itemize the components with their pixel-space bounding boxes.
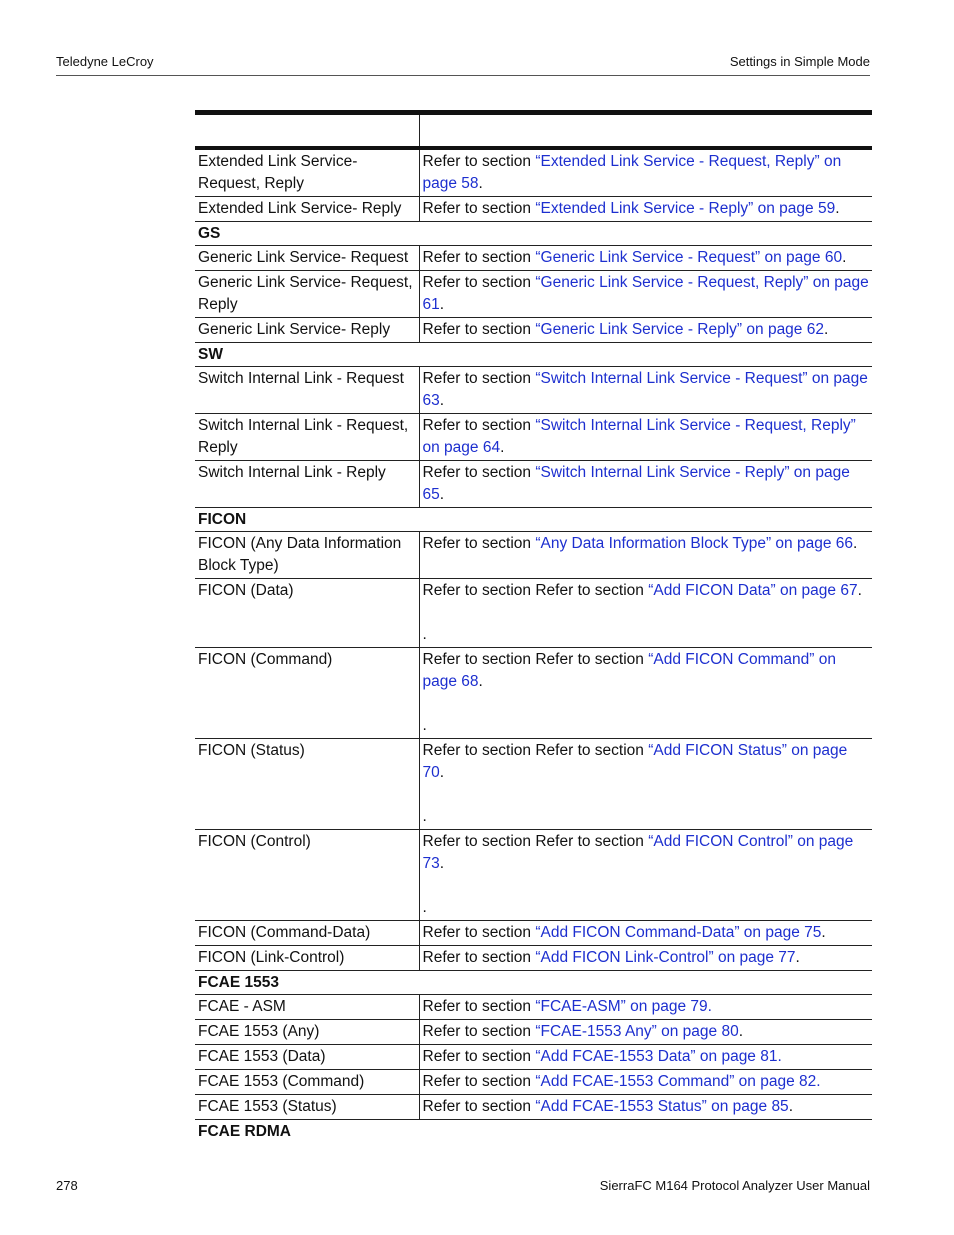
filter-type-cell: FICON (Control) <box>195 830 419 921</box>
table-row <box>195 367 872 414</box>
reference-prefix: Refer to section <box>422 370 536 387</box>
section-label: FCAE 1553 <box>195 971 872 995</box>
cross-reference-link[interactable]: “Add FCAE-1553 Status” on page 85 <box>535 1098 789 1115</box>
reference-cell <box>419 921 872 946</box>
reference-cell <box>419 532 872 579</box>
filter-type-cell: FICON (Link-Control) <box>195 946 419 971</box>
running-header-left: Teledyne LeCroy <box>56 54 154 69</box>
filter-type-cell: FCAE 1553 (Any) <box>195 1020 419 1045</box>
reference-prefix: Refer to section Refer to section <box>422 742 649 759</box>
filter-type-cell: Switch Internal Link - Request, Reply <box>195 414 419 461</box>
cross-reference-link[interactable]: “Switch Internal Link Service - Request” on page 63 <box>422 370 868 409</box>
reference-cell <box>419 197 872 222</box>
reference-cell <box>419 739 872 830</box>
cross-reference-link[interactable]: “FCAE-ASM” on page 79. <box>535 998 712 1015</box>
table-row <box>195 414 872 461</box>
reference-prefix: Refer to section <box>422 249 536 266</box>
section-header-row <box>195 222 872 246</box>
section-header-row <box>195 971 872 995</box>
filter-type-cell: Generic Link Service- Request, Reply <box>195 271 419 318</box>
cross-reference-link[interactable]: “Add FCAE-1553 Command” on page 82. <box>535 1073 821 1090</box>
reference-cell <box>419 995 872 1020</box>
reference-cell <box>419 461 872 508</box>
cross-reference-link[interactable]: “Add FICON Control” on page 73 <box>422 833 854 872</box>
reference-suffix: . <box>439 392 445 409</box>
reference-suffix: . <box>439 764 445 781</box>
section-label: FCAE RDMA <box>198 1123 291 1140</box>
cross-reference-link[interactable]: “Generic Link Service - Request, Reply” on page 61 <box>422 274 869 313</box>
table-row <box>195 318 872 343</box>
cross-reference-link[interactable]: “Switch Internal Link Service - Reply” on page 65 <box>422 464 850 503</box>
reference-prefix: Refer to section Refer to section <box>422 833 649 850</box>
filter-type-cell: Extended Link Service- Reply <box>195 197 419 222</box>
reference-prefix: Refer to section <box>422 949 536 966</box>
reference-cell <box>419 1095 872 1120</box>
reference-prefix: Refer to section Refer to section <box>422 651 649 668</box>
table-row <box>195 830 872 921</box>
reference-cell <box>419 946 872 971</box>
cross-reference-link[interactable]: “Add FICON Data” on page 67 <box>648 582 858 599</box>
cross-reference-link[interactable]: “Add FICON Command-Data” on page 75 <box>535 924 822 941</box>
manual-title: SierraFC M164 Protocol Analyzer User Manual <box>599 1178 870 1193</box>
table-row <box>195 461 872 508</box>
filter-type-cell: Generic Link Service- Request <box>195 246 419 271</box>
reference-suffix: . <box>788 1098 793 1115</box>
reference-prefix: Refer to section <box>422 1098 536 1115</box>
reference-cell <box>419 648 872 739</box>
reference-prefix: Refer to section <box>422 321 536 338</box>
reference-suffix: . <box>842 249 847 266</box>
section-label: SW <box>195 343 872 367</box>
reference-cell <box>419 414 872 461</box>
reference-prefix: Refer to section <box>422 924 536 941</box>
reference-suffix: . <box>853 535 858 552</box>
table-row <box>195 1045 872 1070</box>
reference-cell <box>419 148 872 197</box>
reference-suffix: . <box>478 673 483 690</box>
table-header-row <box>195 113 872 149</box>
cross-reference-link[interactable]: “Any Data Information Block Type” on page 66 <box>535 535 854 552</box>
reference-cell <box>419 830 872 921</box>
section-header-row <box>195 1120 872 1144</box>
section-label: FICON <box>195 508 872 532</box>
table-row <box>195 995 872 1020</box>
trailing-period: . <box>422 717 427 734</box>
table-row <box>195 1095 872 1120</box>
header-rule <box>56 75 870 76</box>
filter-type-cell: Switch Internal Link - Request <box>195 367 419 414</box>
reference-suffix: . <box>738 1023 744 1040</box>
reference-suffix: . <box>439 486 445 503</box>
table-row <box>195 921 872 946</box>
table-row <box>195 148 872 197</box>
filter-type-cell: FICON (Data) <box>195 579 419 648</box>
table-row <box>195 271 872 318</box>
table-row <box>195 197 872 222</box>
reference-cell <box>419 271 872 318</box>
reference-prefix: Refer to section <box>422 1073 536 1090</box>
reference-suffix: . <box>835 200 840 217</box>
section-label: GS <box>195 222 872 246</box>
reference-prefix: Refer to section <box>422 200 536 217</box>
reference-prefix: Refer to section <box>422 274 536 291</box>
filter-type-cell: FCAE 1553 (Command) <box>195 1070 419 1095</box>
table-row <box>195 946 872 971</box>
cross-reference-link[interactable]: “Add FCAE-1553 Data” on page 81. <box>535 1048 782 1065</box>
reference-suffix: . <box>857 582 862 599</box>
filter-type-cell: Switch Internal Link - Reply <box>195 461 419 508</box>
trailing-period: . <box>422 626 427 643</box>
cross-reference-link[interactable]: “Add FICON Status” on page 70 <box>422 742 848 781</box>
section-header-row <box>195 508 872 532</box>
cross-reference-link[interactable]: “Generic Link Service - Reply” on page 62 <box>535 321 824 338</box>
cross-reference-link[interactable]: “FCAE-1553 Any” on page 80 <box>535 1023 739 1040</box>
filter-reference-table <box>195 110 872 1143</box>
cross-reference-link[interactable]: “Generic Link Service - Request” on page 60 <box>535 249 843 266</box>
running-header-right: Settings in Simple Mode <box>729 54 870 69</box>
trailing-period: . <box>422 808 427 825</box>
cross-reference-link[interactable]: “Extended Link Service - Reply” on page 59 <box>535 200 836 217</box>
reference-prefix: Refer to section <box>422 1048 536 1065</box>
table-row <box>195 648 872 739</box>
reference-suffix: . <box>439 296 445 313</box>
table-header-cell-1 <box>195 113 419 149</box>
filter-type-cell: FICON (Status) <box>195 739 419 830</box>
reference-prefix: Refer to section <box>422 998 536 1015</box>
filter-type-cell: FCAE 1553 (Status) <box>195 1095 419 1120</box>
reference-cell <box>419 1070 872 1095</box>
reference-suffix: . <box>439 855 445 872</box>
reference-cell <box>419 579 872 648</box>
page-number: 278 <box>56 1178 78 1193</box>
filter-type-cell: FICON (Command-Data) <box>195 921 419 946</box>
reference-prefix: Refer to section <box>422 153 536 170</box>
table-header-cell-2 <box>419 113 872 149</box>
filter-type-cell: FCAE - ASM <box>195 995 419 1020</box>
filter-type-cell: Extended Link Service- Request, Reply <box>195 148 419 197</box>
reference-suffix: . <box>500 439 505 456</box>
reference-suffix: . <box>823 321 829 338</box>
reference-prefix: Refer to section Refer to section <box>422 582 649 599</box>
reference-suffix: . <box>795 949 800 966</box>
reference-cell <box>419 1020 872 1045</box>
reference-cell <box>419 318 872 343</box>
filter-type-cell: FCAE 1553 (Data) <box>195 1045 419 1070</box>
table-row <box>195 532 872 579</box>
table-row <box>195 579 872 648</box>
table-row <box>195 1020 872 1045</box>
table-row <box>195 246 872 271</box>
reference-prefix: Refer to section <box>422 535 536 552</box>
trailing-period: . <box>422 899 427 916</box>
reference-cell <box>419 367 872 414</box>
table-row <box>195 1070 872 1095</box>
section-header-row <box>195 343 872 367</box>
reference-cell <box>419 246 872 271</box>
table-row <box>195 739 872 830</box>
reference-suffix: . <box>821 924 826 941</box>
cross-reference-link[interactable]: “Add FICON Command” on page 68 <box>422 651 836 690</box>
filter-type-cell: Generic Link Service- Reply <box>195 318 419 343</box>
reference-cell <box>419 1045 872 1070</box>
reference-prefix: Refer to section <box>422 1023 536 1040</box>
reference-prefix: Refer to section <box>422 417 536 434</box>
reference-prefix: Refer to section <box>422 464 536 481</box>
cross-reference-link[interactable]: “Extended Link Service - Request, Reply” on page 58 <box>422 153 842 192</box>
cross-reference-link[interactable]: “Switch Internal Link Service - Request, Reply” on page 64 <box>422 417 856 456</box>
cross-reference-link[interactable]: “Add FICON Link-Control” on page 77 <box>535 949 796 966</box>
filter-type-cell: FICON (Command) <box>195 648 419 739</box>
filter-type-cell: FICON (Any Data Information Block Type) <box>195 532 419 579</box>
reference-suffix: . <box>478 175 483 192</box>
